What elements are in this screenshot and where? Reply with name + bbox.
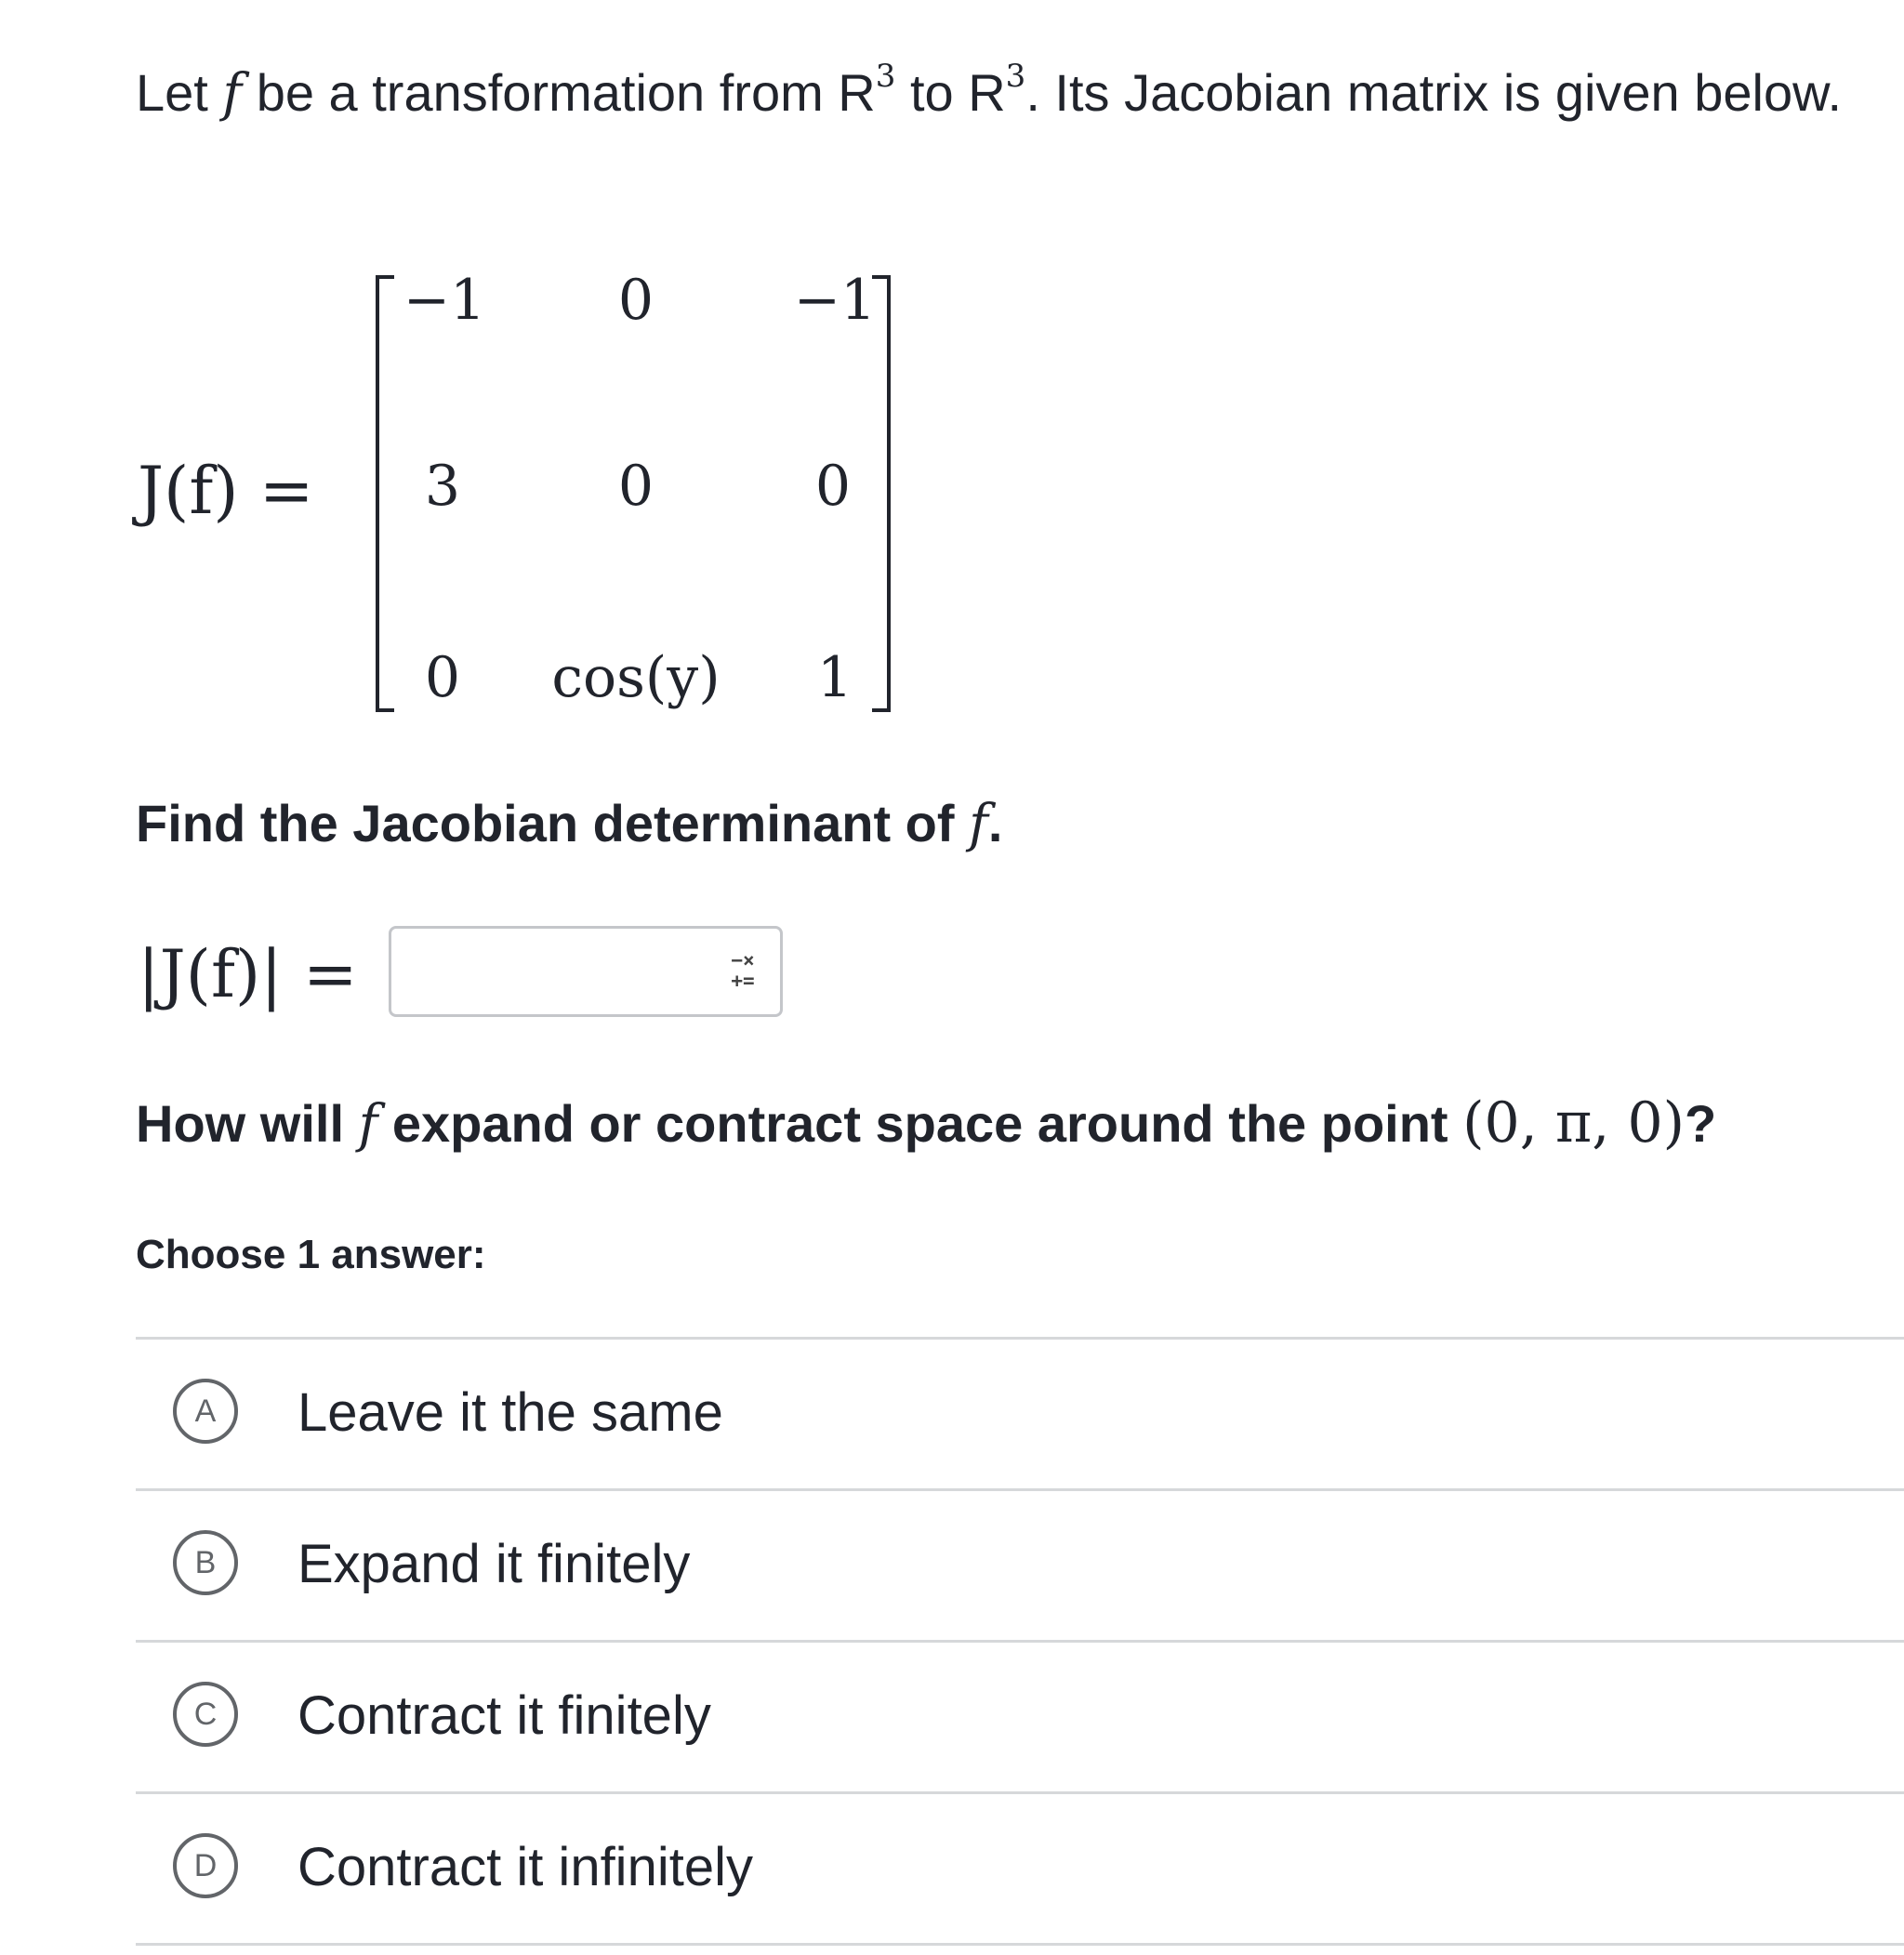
radio-d-icon[interactable]: D bbox=[173, 1833, 238, 1898]
choice-d-label: Contract it infinitely bbox=[298, 1837, 753, 1897]
intro-space-r: R bbox=[838, 63, 876, 122]
question-heading bbox=[136, 1088, 1716, 1160]
intro-exponent: 3 bbox=[1005, 58, 1026, 95]
jacobian-matrix bbox=[370, 268, 909, 721]
question-suffix: ? bbox=[1685, 1094, 1717, 1153]
matrix-cell: 0 bbox=[814, 454, 852, 519]
radio-c-icon[interactable]: C bbox=[173, 1682, 238, 1747]
intro-text-c: . Its Jacobian matrix is given below. bbox=[1025, 63, 1843, 122]
keypad-icon-top: −× bbox=[731, 949, 755, 971]
choice-a[interactable] bbox=[136, 1340, 1904, 1488]
intro-var-f: f bbox=[222, 63, 243, 124]
question-text: expand or contract space around the point bbox=[377, 1094, 1463, 1153]
find-determinant-heading bbox=[136, 788, 1002, 860]
intro-exponent: 3 bbox=[875, 58, 896, 95]
question-text: How will bbox=[136, 1094, 359, 1153]
question-point: (0, π, 0) bbox=[1462, 1090, 1686, 1156]
matrix-cell: −1 bbox=[403, 268, 486, 333]
divider bbox=[136, 1943, 1904, 1946]
intro-text-to: to bbox=[895, 63, 969, 122]
jacobian-label: J(f) = bbox=[138, 453, 314, 529]
matrix-cell: 3 bbox=[424, 454, 461, 519]
matrix-cell: cos(y) bbox=[551, 645, 721, 710]
matrix-cell: −1 bbox=[793, 268, 877, 333]
matrix-cell: 1 bbox=[816, 645, 853, 710]
choice-b-label: Expand it finitely bbox=[298, 1534, 691, 1594]
intro-text-a: Let bbox=[136, 63, 223, 122]
radio-a-icon[interactable]: A bbox=[173, 1379, 238, 1444]
answer-choices bbox=[136, 1337, 1904, 1946]
matrix-cell: 0 bbox=[617, 454, 654, 519]
matrix-cell: 0 bbox=[424, 645, 461, 710]
radio-b-icon[interactable]: B bbox=[173, 1530, 238, 1595]
determinant-label: |J(f)| = bbox=[138, 936, 358, 1012]
keypad-icon-bottom: += bbox=[731, 970, 755, 992]
find-text: Find the Jacobian determinant of bbox=[136, 794, 970, 852]
problem-intro bbox=[136, 58, 1856, 129]
intro-space-r: R bbox=[968, 63, 1006, 122]
question-var-f: f bbox=[358, 1094, 378, 1155]
find-suffix: . bbox=[987, 794, 1003, 852]
choose-answer-label: Choose 1 answer: bbox=[136, 1232, 486, 1277]
math-keypad-icon[interactable] bbox=[720, 950, 766, 997]
intro-text-b: be a transformation from bbox=[242, 63, 839, 122]
find-var-f: f bbox=[969, 794, 988, 854]
choice-a-label: Leave it the same bbox=[298, 1382, 723, 1443]
matrix-cell: 0 bbox=[617, 268, 654, 333]
choice-c-label: Contract it finitely bbox=[298, 1685, 711, 1746]
choice-b[interactable] bbox=[136, 1491, 1904, 1640]
choice-d[interactable] bbox=[136, 1794, 1904, 1943]
choice-c[interactable] bbox=[136, 1643, 1904, 1791]
